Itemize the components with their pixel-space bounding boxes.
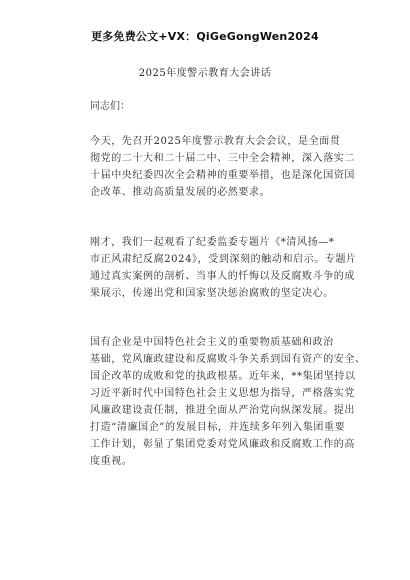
paragraph <box>90 234 357 302</box>
salutation: 同志们： <box>90 101 130 112</box>
text-line: 风廉政建设责任制，推进全面从严治党向纵深发展。提出 <box>90 405 355 416</box>
text-line: 十届中央纪委四次全会精神的重要举措，也是深化国资国 <box>90 170 355 181</box>
text-line: 习近平新时代中国特色社会主义思想为指导，严格落实党 <box>90 388 355 399</box>
text-line: 企改革、推动高质量发展的必然要求。 <box>90 187 271 198</box>
paragraph <box>90 334 366 470</box>
text-line: 度重视。 <box>90 456 133 467</box>
text-line: 工作计划，彰显了集团党委对党风廉政和反腐败工作的高 <box>90 439 355 450</box>
text-line: 彻党的二十大和二十届二中、三中全会精神，深入落实二 <box>90 153 355 164</box>
promo-header: 更多免费公文+VX：QiGeGongWen2024 <box>91 30 319 43</box>
text-line: 基础，党风廉政建设和反腐败斗争关系到国有资产的安全、 <box>90 354 366 365</box>
text-line: 通过真实案例的剖析、当事人的忏悔以及反腐败斗争的成 <box>90 271 355 282</box>
text-line: 打造“清廉国企”的发展目标，并连续多年列入集团重要 <box>90 422 346 433</box>
text-line: 国企改革的成败和党的执政根基。近年来，**集团坚持以 <box>90 371 356 382</box>
text-line: 国有企业是中国特色社会主义的重要物质基础和政治 <box>90 337 334 348</box>
text-line: 市正风肃纪反腐2024》，受到深刻的触动和启示。专题片 <box>90 254 357 265</box>
text-line: 今天，先召开2025年度警示教育大会会议，是全面贯 <box>90 136 341 147</box>
paragraph <box>90 133 355 201</box>
document-title: 2025年度警示教育大会讲话 <box>138 68 272 79</box>
text-line: 刚才，我们一起观看了纪委监委专题片《*清风扬—* <box>90 237 335 248</box>
text-line: 果展示，传递出党和国家坚决惩治腐败的坚定决心。 <box>90 288 334 299</box>
